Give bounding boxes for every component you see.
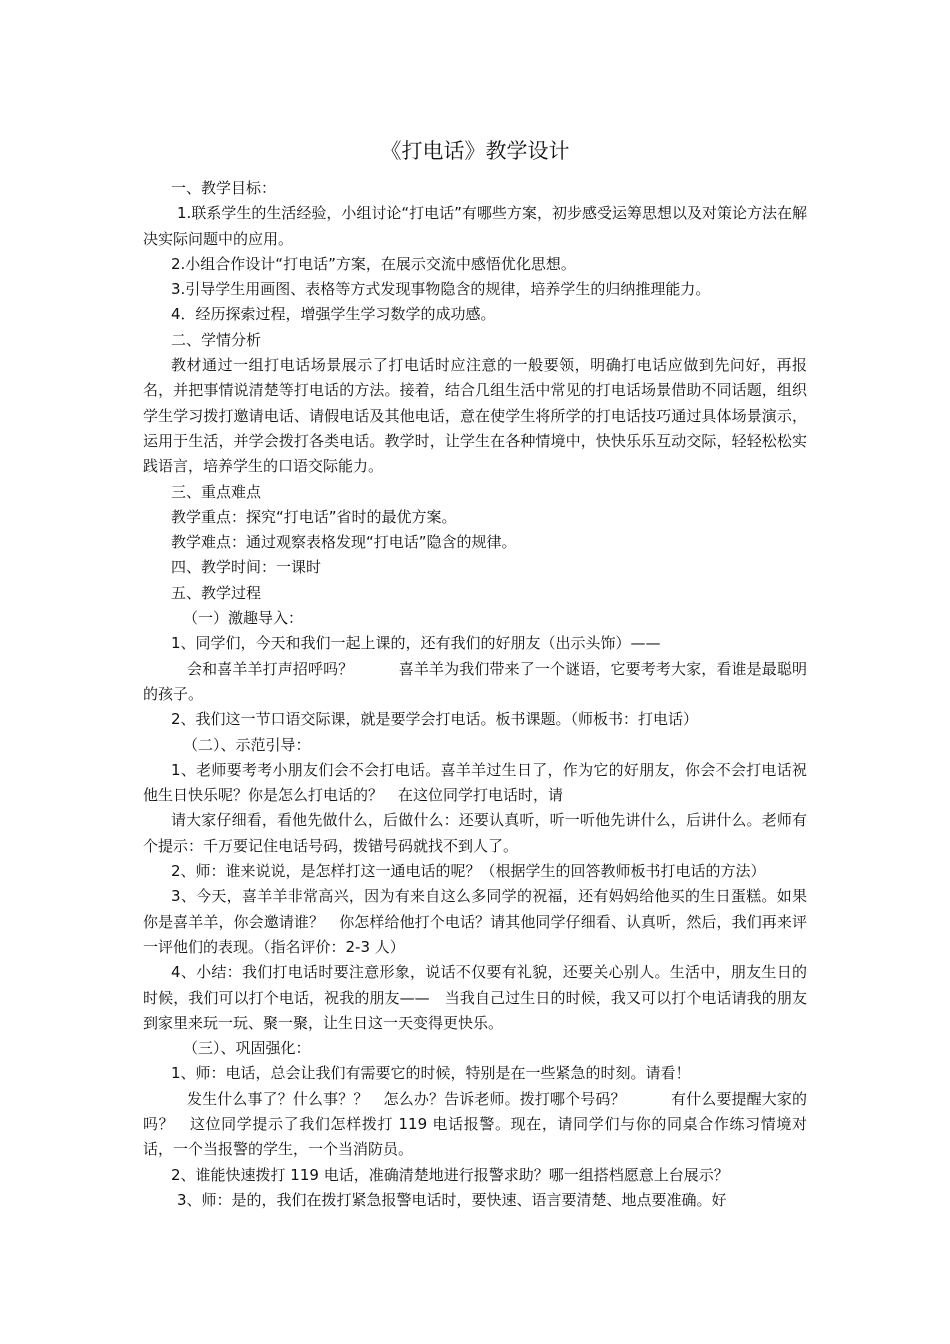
document-title: 《打电话》教学设计 <box>380 139 570 163</box>
paragraph: 教材通过一组打电话场景展示了打电话时应注意的一般要领，明确打电话应做到先问好，再报名，并把事情说清楚等打电话的方法。接着，结合几组生活中常见的打电话场景借助不同话题，组织学生学习拨打邀请电话、请假电话及其他电话，意在使学生将所学的打电话技巧通过具体场景演示，运用于生活，并学会拨打各类电话。教学时，让学生在各种情境中，快快乐乐互动交际，轻轻松松实践语言，培养学生的口语交际能力。 <box>143 356 807 476</box>
paragraph: 1、老师要考考小朋友们会不会打电话。喜羊羊过生日了，作为它的好朋友，你会不会打电话祝他生日快乐呢？你是怎么打电话的？ 在这位同学打电话时，请 <box>143 760 807 805</box>
paragraph: 3.引导学生用画图、表格等方式发现事物隐含的规律，培养学生的归纳推理能力。 <box>171 280 711 299</box>
paragraph: 一、教学目标： <box>171 179 277 197</box>
paragraph: 4、小结：我们打电话时要注意形象，说话不仅要有礼貌，还要关心别人。生活中，朋友生日的时候，我们可以打个电话，祝我的朋友—— 当我自己过生日的时候，我又可以打个电话请我的朋友到家里来玩一玩、聚一聚，让生日这一天变得更快乐。 <box>143 963 807 1032</box>
paragraph: （二）、示范引导： <box>183 735 311 754</box>
paragraph: 2、师：谁来说说，是怎样打这一通电话的呢？（根据学生的回答教师板书打电话的方法） <box>171 862 766 881</box>
paragraph: 4．经历探索过程，增强学生学习数学的成功感。 <box>171 305 496 324</box>
paragraph: 二、学情分析 <box>171 330 262 349</box>
paragraph: 3、今天，喜羊羊非常高兴，因为有来自这么多同学的祝福，还有妈妈给他买的生日蛋糕。如果你是喜羊羊，你会邀请谁？ 你怎样给他打个电话？请其他同学仔细看、认真听，然后，我们再来评一评他们的表现。（指名评价：2-3 人） <box>143 887 807 956</box>
paragraph: 2.小组合作设计“打电话”方案，在展示交流中感悟优化思想。 <box>171 254 576 273</box>
paragraph: 四、教学时间：一课时 <box>171 558 322 577</box>
paragraph: 请大家仔细看，看他先做什么，后做什么：还要认真听，听一听他先讲什么，后讲什么。老师有个提示：千万要记住电话号码，拨错号码就找不到人了。 <box>143 811 807 855</box>
paragraph: 五、教学过程 <box>171 583 262 602</box>
paragraph: 发生什么事了？什么事？？ 怎么办？告诉老师。拨打哪个号码？ 有什么要提醒大家的吗？ 这位同学提示了我们怎样拨打 119 电话报警。现在，请同学们与你的同桌合作练习情境对话，一个当报警的学生，一个当消防员。 <box>143 1089 807 1159</box>
paragraph: 3、师：是的，我们在拨打紧急报警电话时，要快速、语言要清楚、地点要准确。好 <box>177 1190 727 1209</box>
paragraph: 教学难点：通过观察表格发现“打电话”隐含的规律。 <box>171 533 517 552</box>
paragraph: （三）、巩固强化： <box>183 1039 311 1058</box>
paragraph: 三、重点难点 <box>171 482 262 501</box>
paragraph: 1.联系学生的生活经验，小组讨论“打电话”有哪些方案，初步感受运筹思想以及对策论方法在解决实际问题中的应用。 <box>143 204 807 248</box>
paragraph: 2、谁能快速拨打 119 电话，准确清楚地进行报警求助？哪一组搭档愿意上台展示？ <box>171 1165 729 1184</box>
document-body <box>143 176 807 1213</box>
paragraph: （一）激趣导入： <box>183 609 304 628</box>
paragraph: 会和喜羊羊打声招呼吗？ 喜羊羊为我们带来了一个谜语，它要考考大家，看谁是最聪明的孩子。 <box>143 659 807 703</box>
paragraph: 2、我们这一节口语交际课，就是要学会打电话。板书课题。（师板书：打电话） <box>171 710 699 729</box>
paragraph: 1、同学们，今天和我们一起上课的，还有我们的好朋友（出示头饰）—— <box>171 634 661 653</box>
paragraph: 教学重点：探究“打电话”省时的最优方案。 <box>171 507 457 526</box>
paragraph: 1、师：电话，总会让我们有需要它的时候，特别是在一些紧急的时刻。请看！ <box>171 1064 691 1083</box>
